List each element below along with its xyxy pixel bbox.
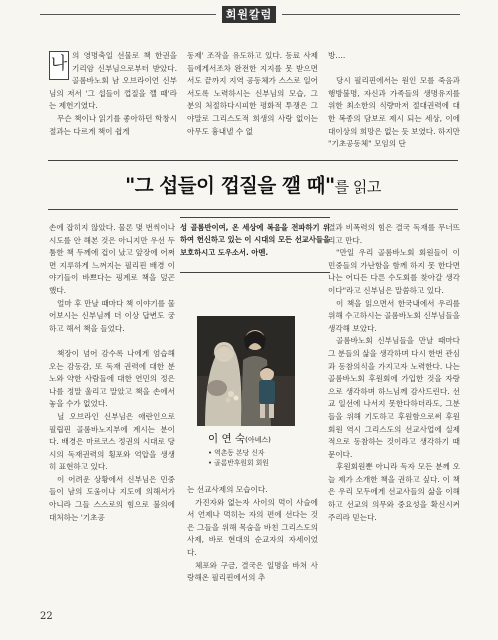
bottom-column-2: [187, 484, 318, 585]
caption-role: (아녜스): [245, 436, 271, 444]
header-rule-right: [282, 14, 460, 15]
paragraph: 당시 필리핀에서는 원인 모를 죽음과 행방불명, 자신과 가족들의 생명유지를 위한 최소한의 식량마저 절대권력에 대한 복종의 담보로 제시 되는 세상, 이에 대이상의 희망은 없는 듯 보였다. 하지만 "기초공동체" 모임의 단: [328, 76, 460, 149]
section-badge: 회원칼럼: [222, 6, 276, 23]
title-rule-top: [48, 160, 458, 161]
paragraph: "만일 우리 골롬바노회 회원들이 이 민중들의 가난함을 함께 하지 못 한다면 나는 어디든 다른 수도회를 찾아갈 생각이다"라고 신부님은 말씀하고 있다.: [328, 248, 460, 295]
paragraph: 이 책을 읽으면서 한국내에서 우리를 위해 수고하시는 골롬바노회 신부님들을 생각해 보았다.: [328, 298, 460, 333]
paragraph: 이 어려운 상황에서 신부님은 민중들이 남의 도움이나 지도에 의해서가 아니라 그들 스스로의 힘으로 불의에 대처하는 '기초공: [49, 474, 175, 522]
paragraph: 방….: [328, 51, 346, 60]
header-rule-left: [40, 14, 216, 15]
caption-name-text: 이 연 숙: [208, 433, 246, 445]
paragraph: 는 선교사제의 모습이다.: [187, 485, 268, 494]
caption-line: • 골롬반후원회 회원: [208, 459, 269, 467]
article-title-main: "그 섭들이 껍질을 깰 때": [125, 174, 335, 197]
bottom-column-3: [328, 222, 460, 524]
title-rule-bottom: [48, 209, 458, 210]
portrait-photo: [197, 316, 295, 426]
page-number: 22: [40, 611, 53, 622]
paragraph: 얼마 후 만날 때마다 책 이야기를 물어보시는 신부님께 더 이상 답변도 궁하고 해서 책을 들었다.: [49, 298, 175, 333]
top-column-1: [49, 50, 177, 138]
top-column-2: [187, 50, 318, 138]
paragraph: 후원회원뿐 아니라 독자 모든 분께 오늘 제가 소개한 책을 권하고 싶다. 이 책은 우리 모두에게 선교사들의 삶을 이해하고 선교의 의무와 중요성을 확신시켜 주리라 믿는다.: [328, 462, 460, 522]
bottom-column-1: [49, 222, 175, 524]
photo-illustration: [197, 316, 295, 426]
paragraph: 책장이 넘어 감수록 나에게 엄습해 오는 감동감, 또 독재 권력에 대한 분노와 약한 사람들에 대한 연민의 정은 나를 정말 울리고 말았고 책을 손에서 놓을 수가 없었다.: [49, 348, 175, 409]
caption-line: • 역촌동 본당 신자: [208, 449, 265, 457]
drop-cap: 나: [49, 51, 69, 80]
quote-rule-top: [180, 217, 330, 218]
article-title: [48, 170, 458, 198]
top-column-3: [328, 50, 460, 151]
paragraph: 무슨 책이나 읽기를 좋아하던 학창시절과는 다르게 책이 쉽게: [49, 113, 177, 136]
paragraph: 체포와 구금, 결국은 일명을 바쳐 사랑해온 필리핀에서의 추: [187, 560, 318, 583]
paragraph: 닐 오브라인 신부님은 애란인으로 필립핀 골롬바노지부에 계시는 분이다. 배경은 마르코스 정권의 시대로 당시의 독재권력의 횡포와 억압을 생생히 표현하고 있다.: [49, 411, 175, 472]
paragraph: 골롬바노회 신부님들을 만날 때마다 그 분들의 삶을 생각하며 다시 한번 관심과 동참의식을 가지고자 노력한다. 나는 골롬바노회 후원회에 가입한 것을 자랑으로 생각하며 하느님께 감사드린다. 선교 일선에 나서지 못한다하더라도, 그분들을 위해 기도하고 후원함으로써 후원회원 역시 그리스도의 선교사업에 실제적으로 동참하는 것이라고 생각하기 때문이다.: [328, 336, 460, 459]
paragraph: 동제' 조작을 유도하고 있다. 동료 사제들에게서조차 완전한 지지를 못 받으면서도 끝까지 지역 공동체가 스스로 일어서도록 노력하시는 신부님의 모습, 그 분의 처절하다시피한 평화적 투쟁은 그야말로 그리스도적 희생의 사랑 없이는 아무도 흉내낼 수 없: [187, 51, 318, 136]
article-title-suffix: 를 읽고: [334, 178, 381, 196]
caption-name: [208, 431, 271, 446]
paragraph: 손에 잡히지 않았다. 물론 몇 번씩이나 시도를 안 해본 것은 아니지만 우선 두툼한 책 두께에 겁이 났고 앞장에 어쩌면 지루하게 느껴지는 필리핀 배경 이야기들이 바쁘다는 핑계로 책을 덮곤 했다.: [49, 223, 175, 295]
quote-rule-bottom: [180, 272, 330, 273]
paragraph: 의 영명축일 선물로 책 한권을 기리암 신부님으로부터 받았다. 골롬바노회 남 오브라이언 신부님의 저서 '그 섭들이 껍질을 깰 때'라는 제헌기였다.: [49, 51, 177, 111]
prayer-quote: 성 골롬반이여, 온 세상에 복음을 전파하기 위하여 헌신하고 있는 이 시대의 모든 선교사들을 보호하시고 도우소서. 아멘.: [180, 223, 330, 257]
paragraph: 결과 비폭력의 힘은 결국 독재를 무너뜨리고 만다.: [328, 223, 460, 245]
paragraph: 가진자와 없는자 사이의 먹이 사슬에서 언제나 먹히는 자의 편에 선다는 것은 그들을 위해 목숨을 바친 그리스도의 사제, 바로 현대의 순교자의 자세이었다.: [187, 497, 318, 557]
